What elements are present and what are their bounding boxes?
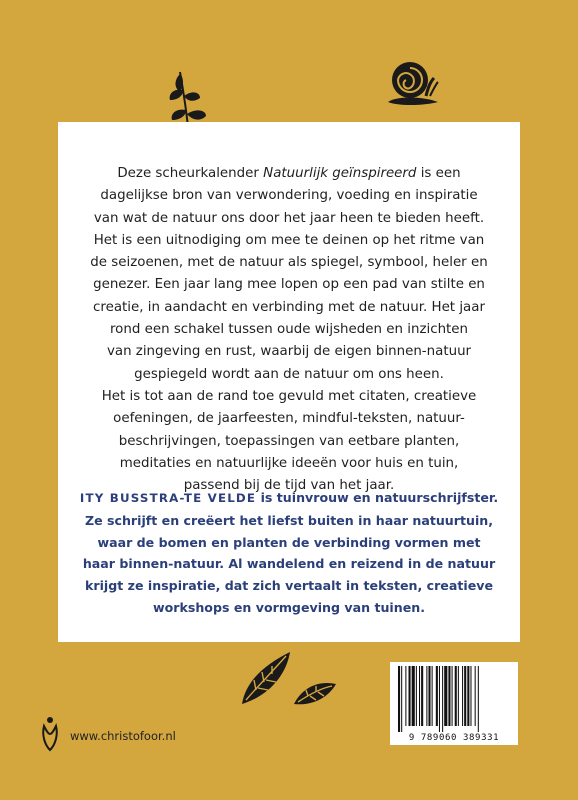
description-line: dagelijkse bron van verwondering, voeding en inspiratie [100, 188, 478, 204]
description-line: van zingeving en rust, waarbij de eigen binnen-natuur [106, 344, 472, 360]
author-name: ITY BUSSTRA-TE VELDE [79, 491, 257, 505]
christofoor-figure-icon [40, 716, 60, 756]
description-line: beschrijvingen, toepassingen van eetbare planten, [118, 433, 460, 449]
publisher [40, 718, 176, 754]
bio-line: Ze schrijft en creëert het liefst buiten in haar natuurtuin, [84, 512, 494, 528]
description-line: oefeningen, de jaarfeesten, mindful-teksten, natuur- [113, 411, 465, 427]
description-line: van wat de natuur ons door het jaar heen te bieden heeft. [93, 210, 485, 226]
bio-line: waar de bomen en planten de verbinding vormen met [97, 534, 481, 550]
bio-line: workshops en vormgeving van tuinen. [152, 599, 426, 615]
description-line: Deze scheurkalender Natuurlijk geïnspireerd is een [117, 166, 461, 181]
description-line: Het is tot aan de rand toe gevuld met citaten, creatieve [101, 388, 477, 404]
author-bio [72, 487, 506, 619]
bio-line: haar binnen-natuur. Al wandelend en reizend in de natuur [82, 556, 496, 572]
snail-icon [382, 58, 440, 112]
bio-line: krijgt ze inspiratie, dat zich vertaalt in teksten, creatieve [85, 578, 493, 594]
calendar-title: Natuurlijk geïnspireerd [263, 166, 417, 181]
bio-line [72, 487, 506, 510]
description-line: passend bij de tijd van het jaar. [183, 478, 395, 494]
description-line: gespiegeld wordt aan de natuur om ons heen. [134, 366, 444, 382]
description-line: rond een schakel tussen oude wijsheden en inzichten [109, 322, 469, 338]
description-text [72, 163, 506, 497]
publisher-url: www.christofoor.nl [70, 729, 176, 743]
description-line: meditaties en natuurlijke ideeën voor huis en tuin, [119, 455, 459, 471]
description-line: de seizoenen, met de natuur als spiegel, symbool, heler en [90, 255, 488, 271]
description-line: Het is een uitnodiging om mee te deinen op het ritme van [93, 232, 485, 248]
barcode [390, 662, 518, 745]
description-line: creatie, in aandacht en verbinding met de natuur. Het jaar [93, 299, 485, 315]
description-line: genezer. Een jaar lang mee lopen op een pad van stilte en [93, 277, 485, 293]
leaves-icon [238, 646, 338, 714]
isbn-number: 9 789060 389331 [408, 733, 500, 743]
bio-first-line: is tuinvrouw en natuurschrijfster. [256, 490, 499, 505]
